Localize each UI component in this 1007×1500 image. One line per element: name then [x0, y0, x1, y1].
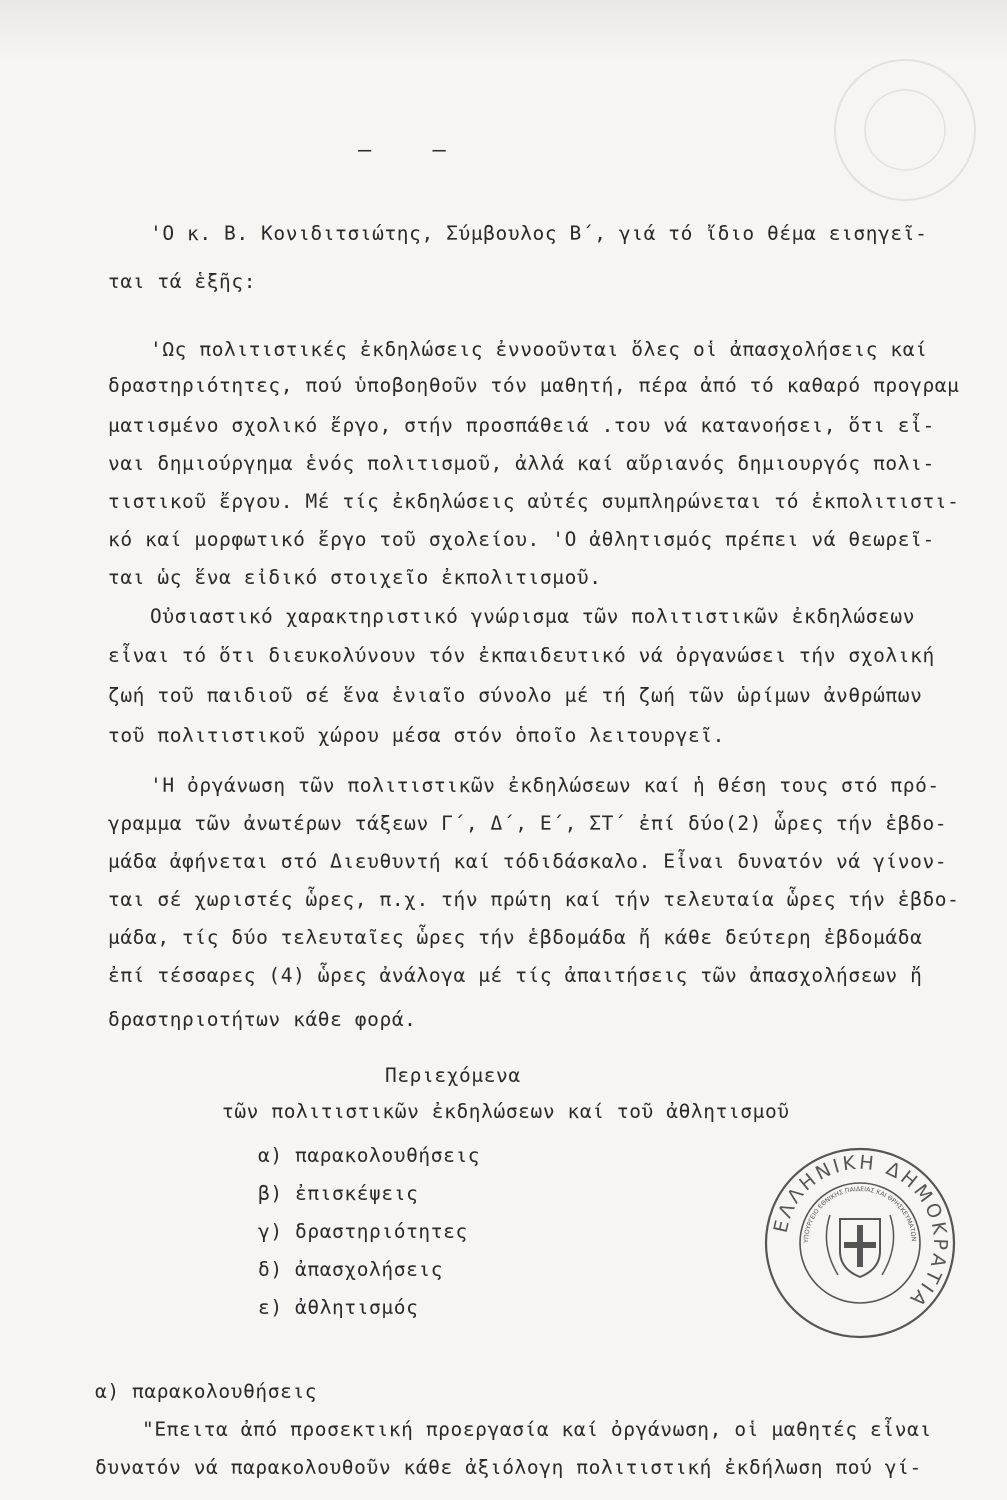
paragraph-line: ναι δημιούργημα ἑνός πολιτισμοῦ, ἀλλά καί αὔριανός δημιουργός πολι-: [108, 452, 935, 475]
contents-item: γ) δραστηριότητες: [258, 1220, 468, 1243]
contents-item: ε) ἀθλητισμός: [258, 1296, 419, 1319]
paragraph-line: δραστηριοτήτων κάθε φορά.: [108, 1008, 417, 1031]
paragraph-line: μάδα, τίς δύο τελευταῖες ὧρες τήν ἑβδομάδα ἤ κάθε δεύτερη ἑβδομάδα: [108, 926, 923, 949]
paragraph-line: δραστηριότητες, πού ὑποβοηθοῦν τόν μαθητή, πέρα ἀπό τό καθαρό προγραμ: [108, 374, 960, 397]
scan-shadow: [0, 0, 1007, 60]
faint-stamp-icon: [830, 55, 980, 205]
paragraph-line: "Επειτα ἀπό προσεκτική προεργασία καί ὀργάνωση, οἱ μαθητές εἶναι: [142, 1418, 932, 1441]
paragraph-line: Οὐσιαστικό χαρακτηριστικό γνώρισμα τῶν πολιτιστικῶν ἐκδηλώσεων: [150, 605, 916, 628]
contents-item: α) παρακολουθήσεις: [258, 1144, 481, 1167]
section-heading: α) παρακολουθήσεις: [95, 1380, 318, 1403]
paragraph-line: τοῦ πολιτιστικοῦ χώρου μέσα στόν ὁποῖο λειτουργεῖ.: [108, 724, 725, 747]
paragraph-line: μάδα ἀφήνεται στό Διευθυντή καί τόδιδάσκαλο. Εἶναι δυνατόν νά γίνον-: [108, 850, 948, 873]
contents-item: β) ἐπισκέψεις: [258, 1182, 419, 1205]
stamp-inner-text: ΥΠΟΥΡΓΕΙΟ ΕΘΝΙΚΗΣ ΠΑΙΔΕΙΑΣ ΚΑΙ ΘΡΗΣΚΕΥΜΑΤΩΝ: [802, 1185, 918, 1244]
paragraph-line: ζωή τοῦ παιδιοῦ σέ ἕνα ἑνιαῖο σύνολο μέ τή ζωή τῶν ὡρίμων ἀνθρώπων: [108, 684, 923, 707]
stamp-ring-text: ΕΛΛΗΝΙΚΗ ΔΗΜΟΚΡΑΤΙΑ: [769, 1151, 952, 1313]
coat-of-arms-icon: [826, 1215, 893, 1277]
official-stamp-icon: [762, 1145, 958, 1341]
paragraph-line: 'Η ὀργάνωση τῶν πολιτιστικῶν ἐκδηλώσεων καί ἡ θέση τους στό πρό-: [150, 774, 940, 797]
paragraph-line: τιστικοῦ ἔργου. Μέ τίς ἐκδηλώσεις αὐτές συμπληρώνεται τό ἐκπολιτιστι-: [108, 490, 960, 513]
paragraph-line: 'Ως πολιτιστικές ἐκδηλώσεις ἐννοοῦνται ὅλες οἱ ἀπασχολήσεις καί: [150, 338, 928, 361]
contents-item: δ) ἀπασχολήσεις: [258, 1258, 444, 1281]
paragraph-line: εἶναι τό ὅτι διευκολύνουν τόν ἐκπαιδευτικό νά ὀργανώσει τήν σχολική: [108, 644, 935, 667]
contents-subtitle: τῶν πολιτιστικῶν ἐκδηλώσεων καί τοῦ ἀθλητισμοῦ: [222, 1100, 790, 1123]
paragraph-line: ματισμένο σχολικό ἔργο, στήν προσπάθειά .του νά κατανοήσει, ὅτι εἶ-: [108, 414, 935, 437]
intro-line: 'Ο κ. Β. Κονιδιτσιώτης, Σύμβουλος Β΄, γιά τό ἴδιο θέμα εισηγεῖ-: [150, 222, 928, 245]
paragraph-line: ται ὡς ἕνα εἰδικό στοιχεῖο ἐκπολιτισμοῦ.: [108, 566, 602, 589]
page-header-mark: – –: [358, 138, 470, 163]
paragraph-line: δυνατόν νά παρακολουθοῦν κάθε ἀξιόλογη πολιτιστική ἐκδήλωση πού γί-: [95, 1456, 922, 1479]
contents-title: Περιεχόμενα: [385, 1064, 521, 1087]
paragraph-line: κό καί μορφωτικό ἔργο τοῦ σχολείου. 'Ο ἀθλητισμός πρέπει νά θεωρεῖ-: [108, 528, 935, 551]
paragraph-line: ται σέ χωριστές ὧρες, π.χ. τήν πρώτη καί τήν τελευταία ὧρες τήν ἑβδο-: [108, 888, 960, 911]
paragraph-line: γραμμα τῶν ἀνωτέρων τάξεων Γ΄, Δ΄, Ε΄, ΣΤ΄ ἐπί δύο(2) ὧρες τήν ἑβδο-: [108, 812, 948, 835]
intro-line: ται τά ἑξῆς:: [108, 270, 257, 293]
paragraph-line: ἐπί τέσσαρες (4) ὧρες ἀνάλογα μέ τίς ἀπαιτήσεις τῶν ἀπασχολήσεων ἤ: [108, 964, 923, 987]
